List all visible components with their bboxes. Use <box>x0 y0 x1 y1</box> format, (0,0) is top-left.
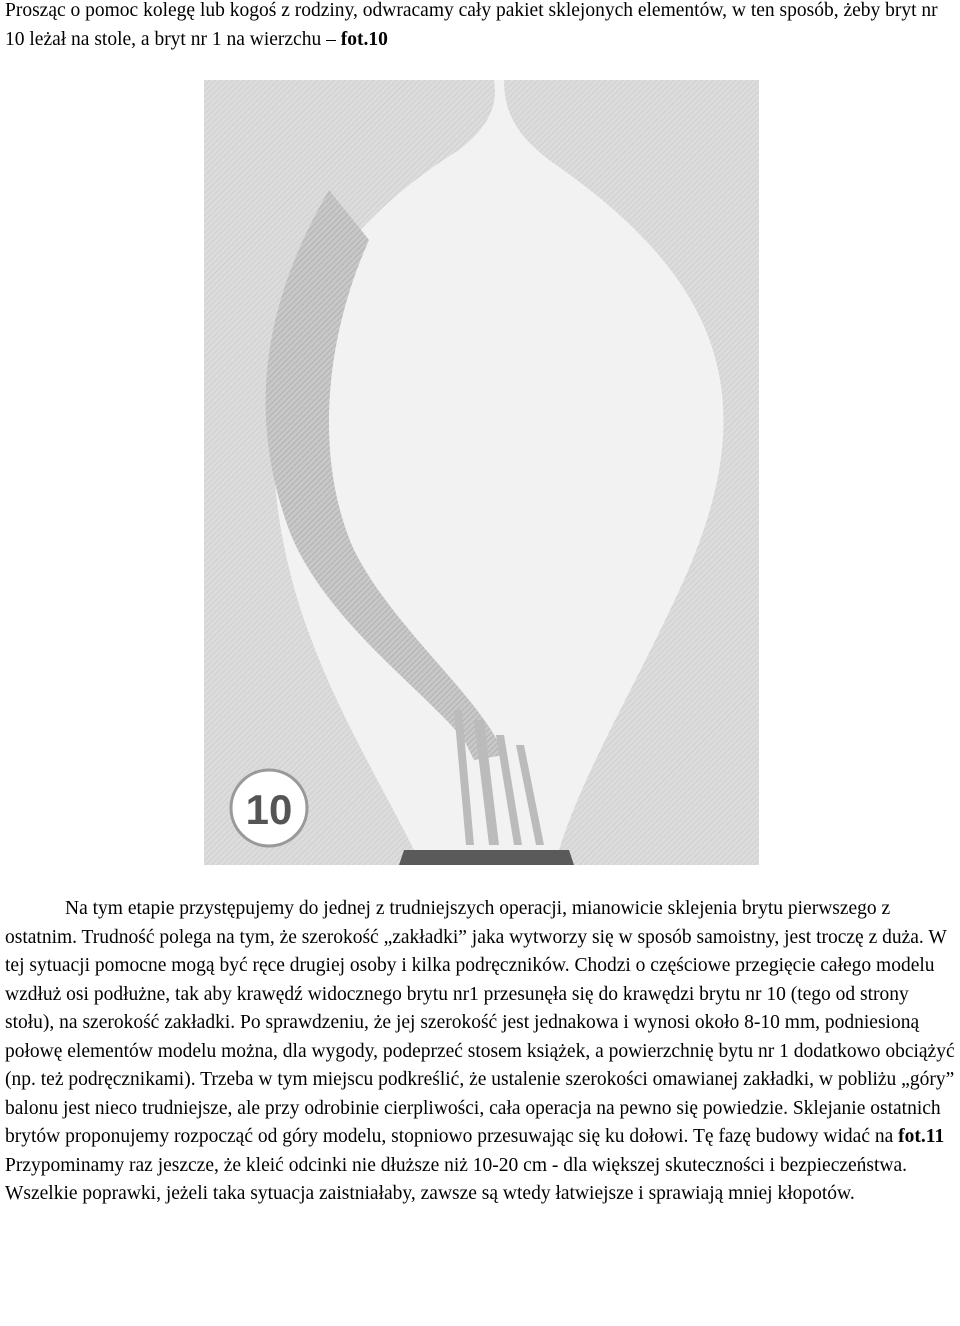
photo-number-label: 10 <box>245 786 293 833</box>
main-paragraph <box>5 895 955 1209</box>
main-text-part2: Przypominamy raz jeszcze, że kleić odcinki nie dłuższe niż 10-20 cm - dla większej skuteczności i bezpieczeństwa. Wszelkie poprawki, jeżeli taka sytuacja zaistniałaby, zawsze są wtedy łatwiejsze i sprawiają mniej kłopotów. <box>5 1154 908 1204</box>
photo-reference-11: fot.11 <box>898 1126 945 1147</box>
intro-paragraph <box>5 0 955 54</box>
balloon-model-photo <box>204 80 759 865</box>
main-text-part1: Na tym etapie przystępujemy do jednej z trudniejszych operacji, mianowicie sklejenia brytu pierwszego z ostatnim. Trudność polega na tym, że szerokość „zakładki” jaka wytworzy się w sposób samoistny, jest troczę z duża. W tej sytuacji pomocne mogą być ręce drugiej osoby i kilka podręczników. Chodzi o częściowe przegięcie całego modelu wzdłuż osi podłużne, tak aby krawędź widocznego brytu nr1 przesunęła się do krawędzi brytu nr 10 (tego od strony stołu), na szerokość zakładki. Po sprawdzeniu, że jej szerokość jest jednakowa i wynosi około 8-10 mm, podniesioną połowę elementów modelu można, dla wygody, podeprzeć stosem książek, a powierzchnię bytu nr 1 dodatkowo obciążyć (np. też podręcznikami). Trzeba w tym miejscu podkreślić, że ustalenie szerokości omawianej zakładki, w pobliżu „góry” balonu jest nieco trudniejsze, ale przy odrobinie cierpliwości, cała operacja na pewno się powiedzie. Sklejanie ostatnich brytów proponujemy rozpocząć od góry modelu, stopniowo przesuwając się ku dołowi. Tę fazę budowy widać na <box>5 898 955 1147</box>
intro-text: Prosząc o pomoc kolegę lub kogoś z rodziny, odwracamy cały pakiet sklejonych elementów, w ten sposób, żeby bryt nr 10 leżał na stole, a bryt nr 1 na wierzchu – <box>5 0 938 50</box>
photo-reference-10: fot.10 <box>340 28 388 50</box>
